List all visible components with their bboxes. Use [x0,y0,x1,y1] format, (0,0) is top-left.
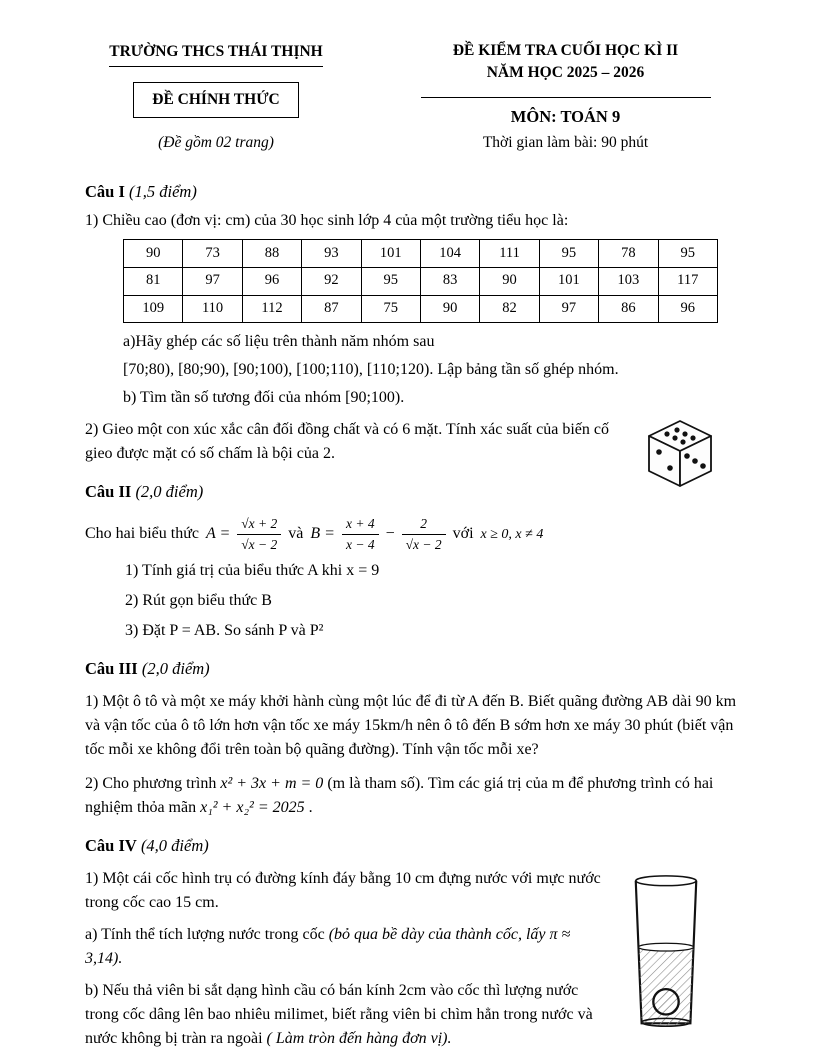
exam-title-line2: NĂM HỌC 2025 – 2026 [486,63,645,81]
question-II-formula-line [85,515,738,553]
fraction-A-denominator: √x − 2 [241,536,278,552]
question-IV [85,834,738,1051]
height-cell: 90 [480,267,539,295]
fraction-A [237,515,281,553]
table-row [124,240,718,268]
height-cell: 95 [361,267,420,295]
part2-middle: (m là tham số). Tìm các giá trị của m để phương trình có hai nghiệm thỏa mãn [85,774,714,816]
question-I-part1-intro: 1) Chiều cao (đơn vị: cm) của 30 học sinh lớp 4 của một trường tiểu học là: [85,212,569,230]
minus-sign: − [385,525,395,543]
heights-data-table [123,239,718,323]
question-I-part2-row [85,418,738,466]
question-III-part1: 1) Một ô tô và một xe máy khởi hành cùng một lúc để đi từ A đến B. Biết quãng đường AB dài 90 km và vận tốc của ô tô lớn hơn vận tốc xe máy 15km/h nên ô tô đến B sớm hơn xe máy 30 phút (biết vận tốc mỗi xe không đổi trên toàn bộ quãng đường). Tính vận tốc mỗi xe? [85,692,737,758]
exam-header [85,40,738,154]
height-cell: 104 [420,240,479,268]
roots-condition: x₁² + x₂² = 2025 [200,798,305,816]
question-II-item3: 3) Đặt P = AB. So sánh P và P² [125,622,324,640]
height-cell: 83 [420,267,479,295]
fraction-A-numerator: √x + 2 [237,515,281,535]
fraction-B2-denominator: √x − 2 [405,536,442,552]
table-row [124,295,718,323]
question-III-points: (2,0 điểm) [141,659,210,679]
fraction-B1-numerator: x + 4 [342,515,379,535]
question-II [85,480,738,643]
question-II-item2: 2) Rút gọn biểu thức B [125,592,272,610]
height-cell: 109 [124,295,183,323]
table-row [124,267,718,295]
height-cell: 88 [242,240,301,268]
parta-text: a) Tính thể tích lượng nước trong cốc [85,925,325,943]
height-cell: 111 [480,240,539,268]
height-cell: 73 [183,240,242,268]
question-IV-heading [85,834,738,859]
question-I-points: (1,5 điểm) [129,182,197,202]
fraction-B1-denominator: x − 4 [345,536,375,552]
question-II-item1: 1) Tính giá trị của biểu thức A khi x = 9 [125,562,380,580]
part2-prefix: 2) Cho phương trình [85,774,217,792]
height-cell: 86 [599,295,658,323]
dice-image [640,416,720,496]
header-right-column [393,40,738,154]
height-cell: 93 [302,240,361,268]
height-cell: 117 [658,267,717,295]
partb-text: b) Nếu thả viên bi sắt dạng hình cầu có bán kính 2cm vào cốc thì lượng nước trong cốc dâng lên bao nhiêu milimet, biết rằng viên bi chìm hẳn trong nước và nước không bị tràn ra ngoài [85,981,593,1047]
and-word: và [288,525,304,543]
with-word: với [452,525,474,543]
header-left-column [85,40,347,154]
height-cell: 75 [361,295,420,323]
height-cell: 96 [658,295,717,323]
quadratic-equation: x² + 3x + m = 0 [220,774,324,792]
height-cell: 95 [539,240,598,268]
question-II-points: (2,0 điểm) [135,482,204,502]
glass-of-water-image [622,871,710,1035]
height-cell: 78 [599,240,658,268]
height-cell: 92 [302,267,361,295]
question-III [85,657,738,820]
height-cell: 82 [480,295,539,323]
question-I-label: Câu I [85,182,125,202]
question-I-heading [85,180,738,205]
subject-divider-line [421,97,711,98]
height-cell: 95 [658,240,717,268]
question-IV-partb [85,979,605,1051]
question-I-part2-text: 2) Gieo một con xúc xắc cân đối đồng chất và có 6 mặt. Tính xác suất của biến cố gieo được mặt có số chấm là bội của 2. [85,421,609,463]
official-exam-box: ĐỀ CHÍNH THỨC [133,82,298,117]
question-I [85,180,738,466]
height-cell: 101 [539,267,598,295]
height-cell: 96 [242,267,301,295]
height-cell: 112 [242,295,301,323]
height-cell: 110 [183,295,242,323]
height-cell: 97 [183,267,242,295]
partb-note-italic: ( Làm tròn đến hàng đơn vị). [266,1029,452,1047]
height-cell: 101 [361,240,420,268]
question-I-part1b: b) Tìm tần số tương đối của nhóm [90;100). [123,389,405,407]
height-cell: 90 [420,295,479,323]
height-cell: 81 [124,267,183,295]
formula-intro-text: Cho hai biểu thức [85,525,199,543]
question-IV-part1: 1) Một cái cốc hình trụ có đường kính đáy bằng 10 cm đựng nước với mực nước trong cốc cao 15 cm. [85,869,601,911]
height-cell: 87 [302,295,361,323]
expression-A-equals: A = [205,525,231,543]
question-I-part1a-line1: a)Hãy ghép các số liệu trên thành năm nhóm sau [123,333,435,351]
height-cell: 103 [599,267,658,295]
fraction-B2-numerator: 2 [402,515,446,535]
fraction-B2 [402,515,446,553]
question-III-heading [85,657,738,682]
fraction-B1 [342,515,379,553]
exam-title-line1: ĐỀ KIỂM TRA CUỐI HỌC KÌ II [452,42,679,59]
subject-name: MÔN: TOÁN 9 [510,107,621,127]
parta-note-italic: (bỏ qua bề dày của thành cốc, lấy π ≈ 3,14). [85,925,571,967]
question-II-label: Câu II [85,482,132,502]
pages-note: (Đề gồm 02 trang) [158,133,274,151]
exam-duration: Thời gian làm bài: 90 phút [482,134,649,152]
height-cell: 90 [124,240,183,268]
question-IV-points: (4,0 điểm) [140,835,209,855]
question-IV-body [85,867,738,1051]
question-III-part2 [85,772,738,820]
question-III-label: Câu III [85,659,138,679]
question-II-items [85,559,738,643]
expression-B-equals: B = [310,525,335,543]
question-I-part1a-line2: [70;80), [80;90), [90;100), [100;110), [110;120). Lập bảng tần số ghép nhóm. [123,361,619,379]
part2-tail: . [308,798,313,816]
school-name: TRƯỜNG THCS THÁI THỊNH [109,40,322,67]
question-IV-parta [85,923,605,971]
question-IV-label: Câu IV [85,835,137,855]
height-cell: 97 [539,295,598,323]
domain-condition: x ≥ 0, x ≠ 4 [480,526,544,542]
